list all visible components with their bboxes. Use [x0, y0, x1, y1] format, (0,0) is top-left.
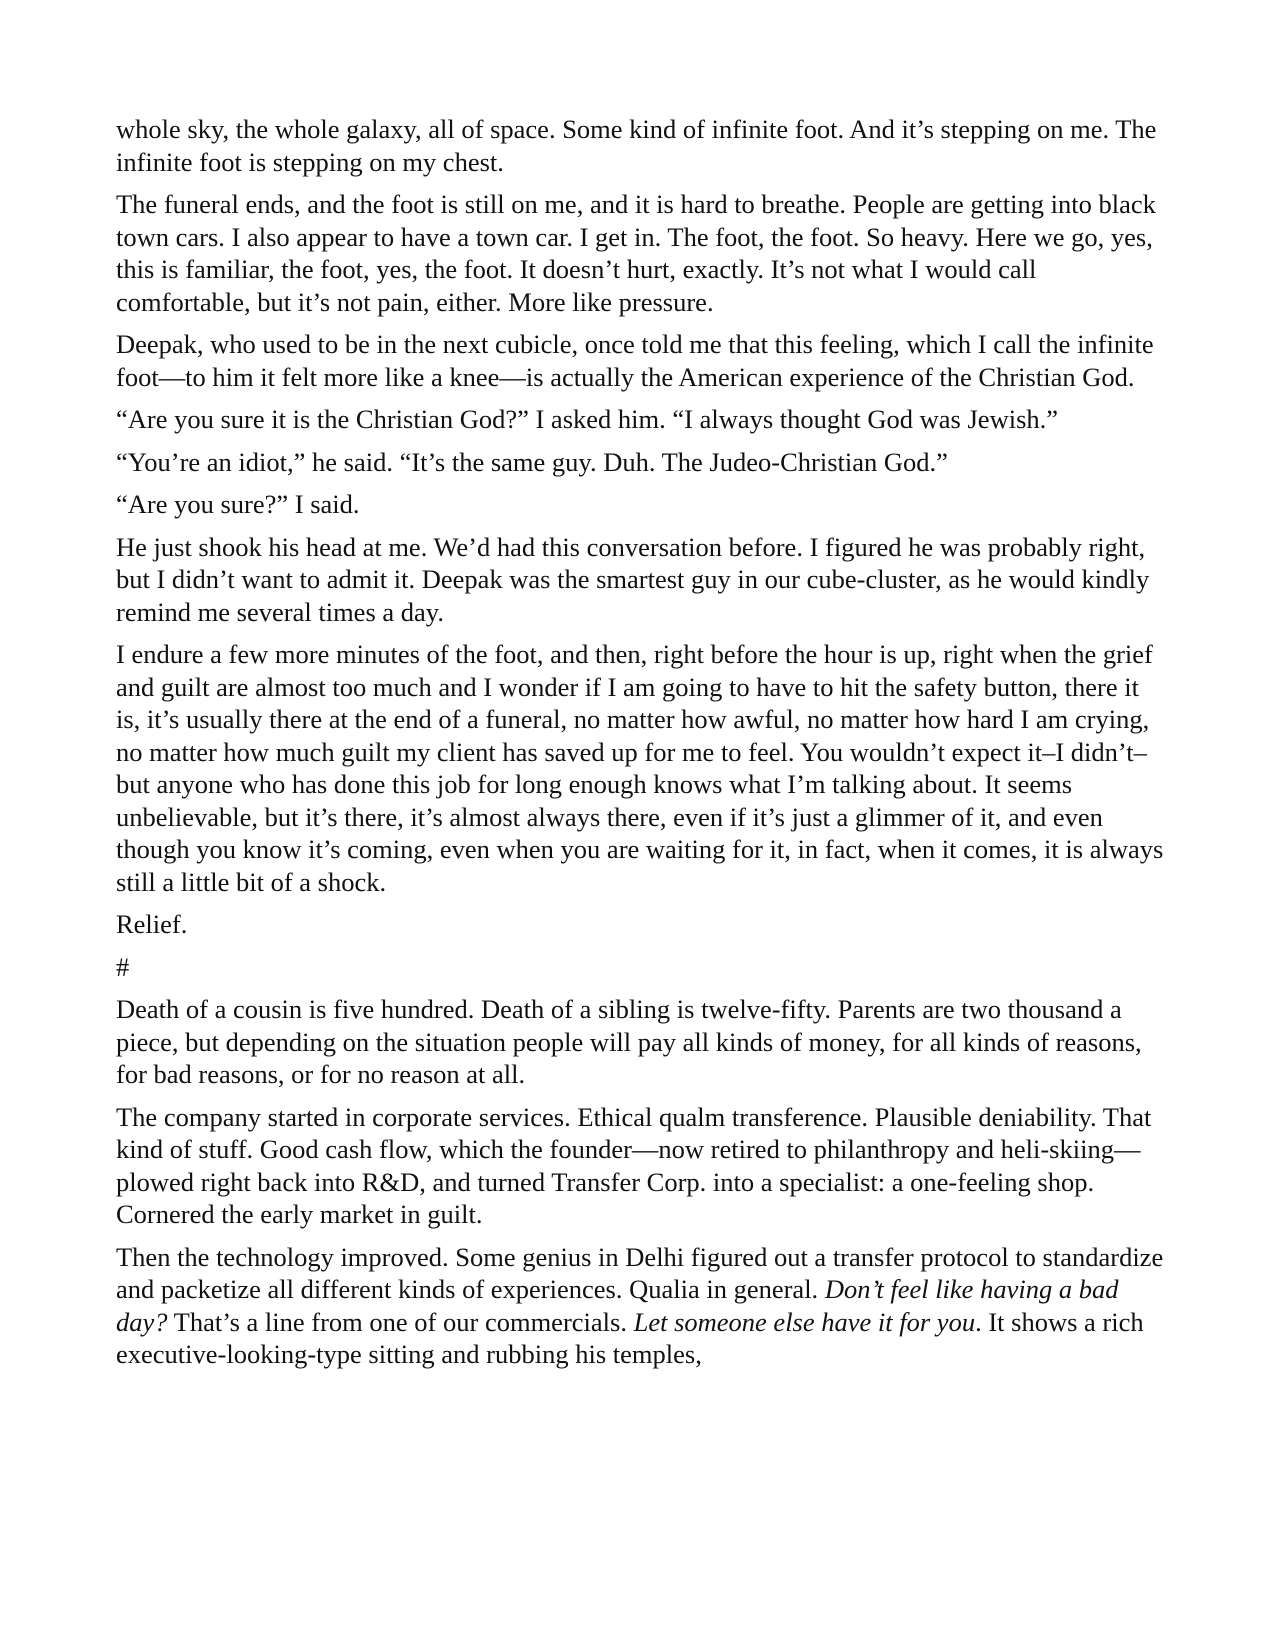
text-run: . It shows a rich executive-looking-type sitting and rubbing his temples,: [116, 1306, 1144, 1369]
paragraph: He just shook his head at me. We’d had this conversation before. I figured he was probably right, but I didn’t want to admit it. Deepak was the smartest guy in our cube-cluster, as he would kindly remind me several times a day.: [116, 531, 1150, 627]
italic-text: Don’t feel like having a bad day?: [116, 1274, 1119, 1337]
paragraph: Relief.: [116, 909, 188, 939]
text-run: Then the technology improved. Some genius in Delhi figured out a transfer protocol to standardize and packetize all different kinds of experiences. Qualia in general.: [116, 1241, 1164, 1304]
paragraph: The company started in corporate services. Ethical qualm transference. Plausible deniability. That kind of stuff. Good cash flow, which the founder—now retired to philanthropy and heli-skiing—plowed right back into R&D, and turned Transfer Corp. into a specialist: a one-feeling shop. Cornered the early market in guilt.: [116, 1101, 1152, 1229]
paragraph-last: [116, 1241, 1166, 1371]
paragraph: I endure a few more minutes of the foot, and then, right before the hour is up, right when the grief and guilt are almost too much and I wonder if I am going to have to hit the safety button, there it is, it’s usually there at the end of a funeral, no matter how awful, no matter how hard I am crying, no matter how much guilt my client has saved up for me to feel. You wouldn’t expect it–I didn’t–but anyone who has done this job for long enough knows what I’m talking about. It seems unbelievable, but it’s there, it’s almost always there, even if it’s just a glimmer of it, and even though you know it’s coming, even when you are waiting for it, in fact, when it comes, it is always still a little bit of a shock.: [116, 639, 1164, 897]
paragraph: “Are you sure?” I said.: [116, 489, 360, 519]
paragraph: Death of a cousin is five hundred. Death of a sibling is twelve-fifty. Parents are two thousand a piece, but depending on the situation people will pay all kinds of money, for all kinds of reasons, for bad reasons, or for no reason at all.: [116, 994, 1142, 1089]
paragraph: “You’re an idiot,” he said. “It’s the same guy. Duh. The Judeo-Christian God.”: [116, 446, 948, 477]
paragraph: Deepak, who used to be in the next cubicle, once told me that this feeling, which I call the infinite foot—to him it felt more like a knee—is actually the American experience of the Christian God.: [116, 329, 1154, 392]
paragraph: The funeral ends, and the foot is still on me, and it is hard to breathe. People are getting into black town cars. I also appear to have a town car. I get in. The foot, the foot. So heavy. Here we go, yes, this is familiar, the foot, yes, the foot. It doesn’t hurt, exactly. It’s not what I would call comfortable, but it’s not pain, either. More like pressure.: [116, 189, 1156, 317]
section-break: #: [116, 951, 130, 982]
document-body: [116, 113, 1166, 1381]
italic-text: Let someone else have it for you: [633, 1306, 976, 1337]
paragraph: whole sky, the whole galaxy, all of space. Some kind of infinite foot. And it’s stepping on me. The infinite foot is stepping on my chest.: [116, 114, 1157, 177]
paragraph: “Are you sure it is the Christian God?” I asked him. “I always thought God was Jewish.”: [116, 404, 1059, 434]
text-run: That’s a line from one of our commercials.: [167, 1306, 634, 1337]
